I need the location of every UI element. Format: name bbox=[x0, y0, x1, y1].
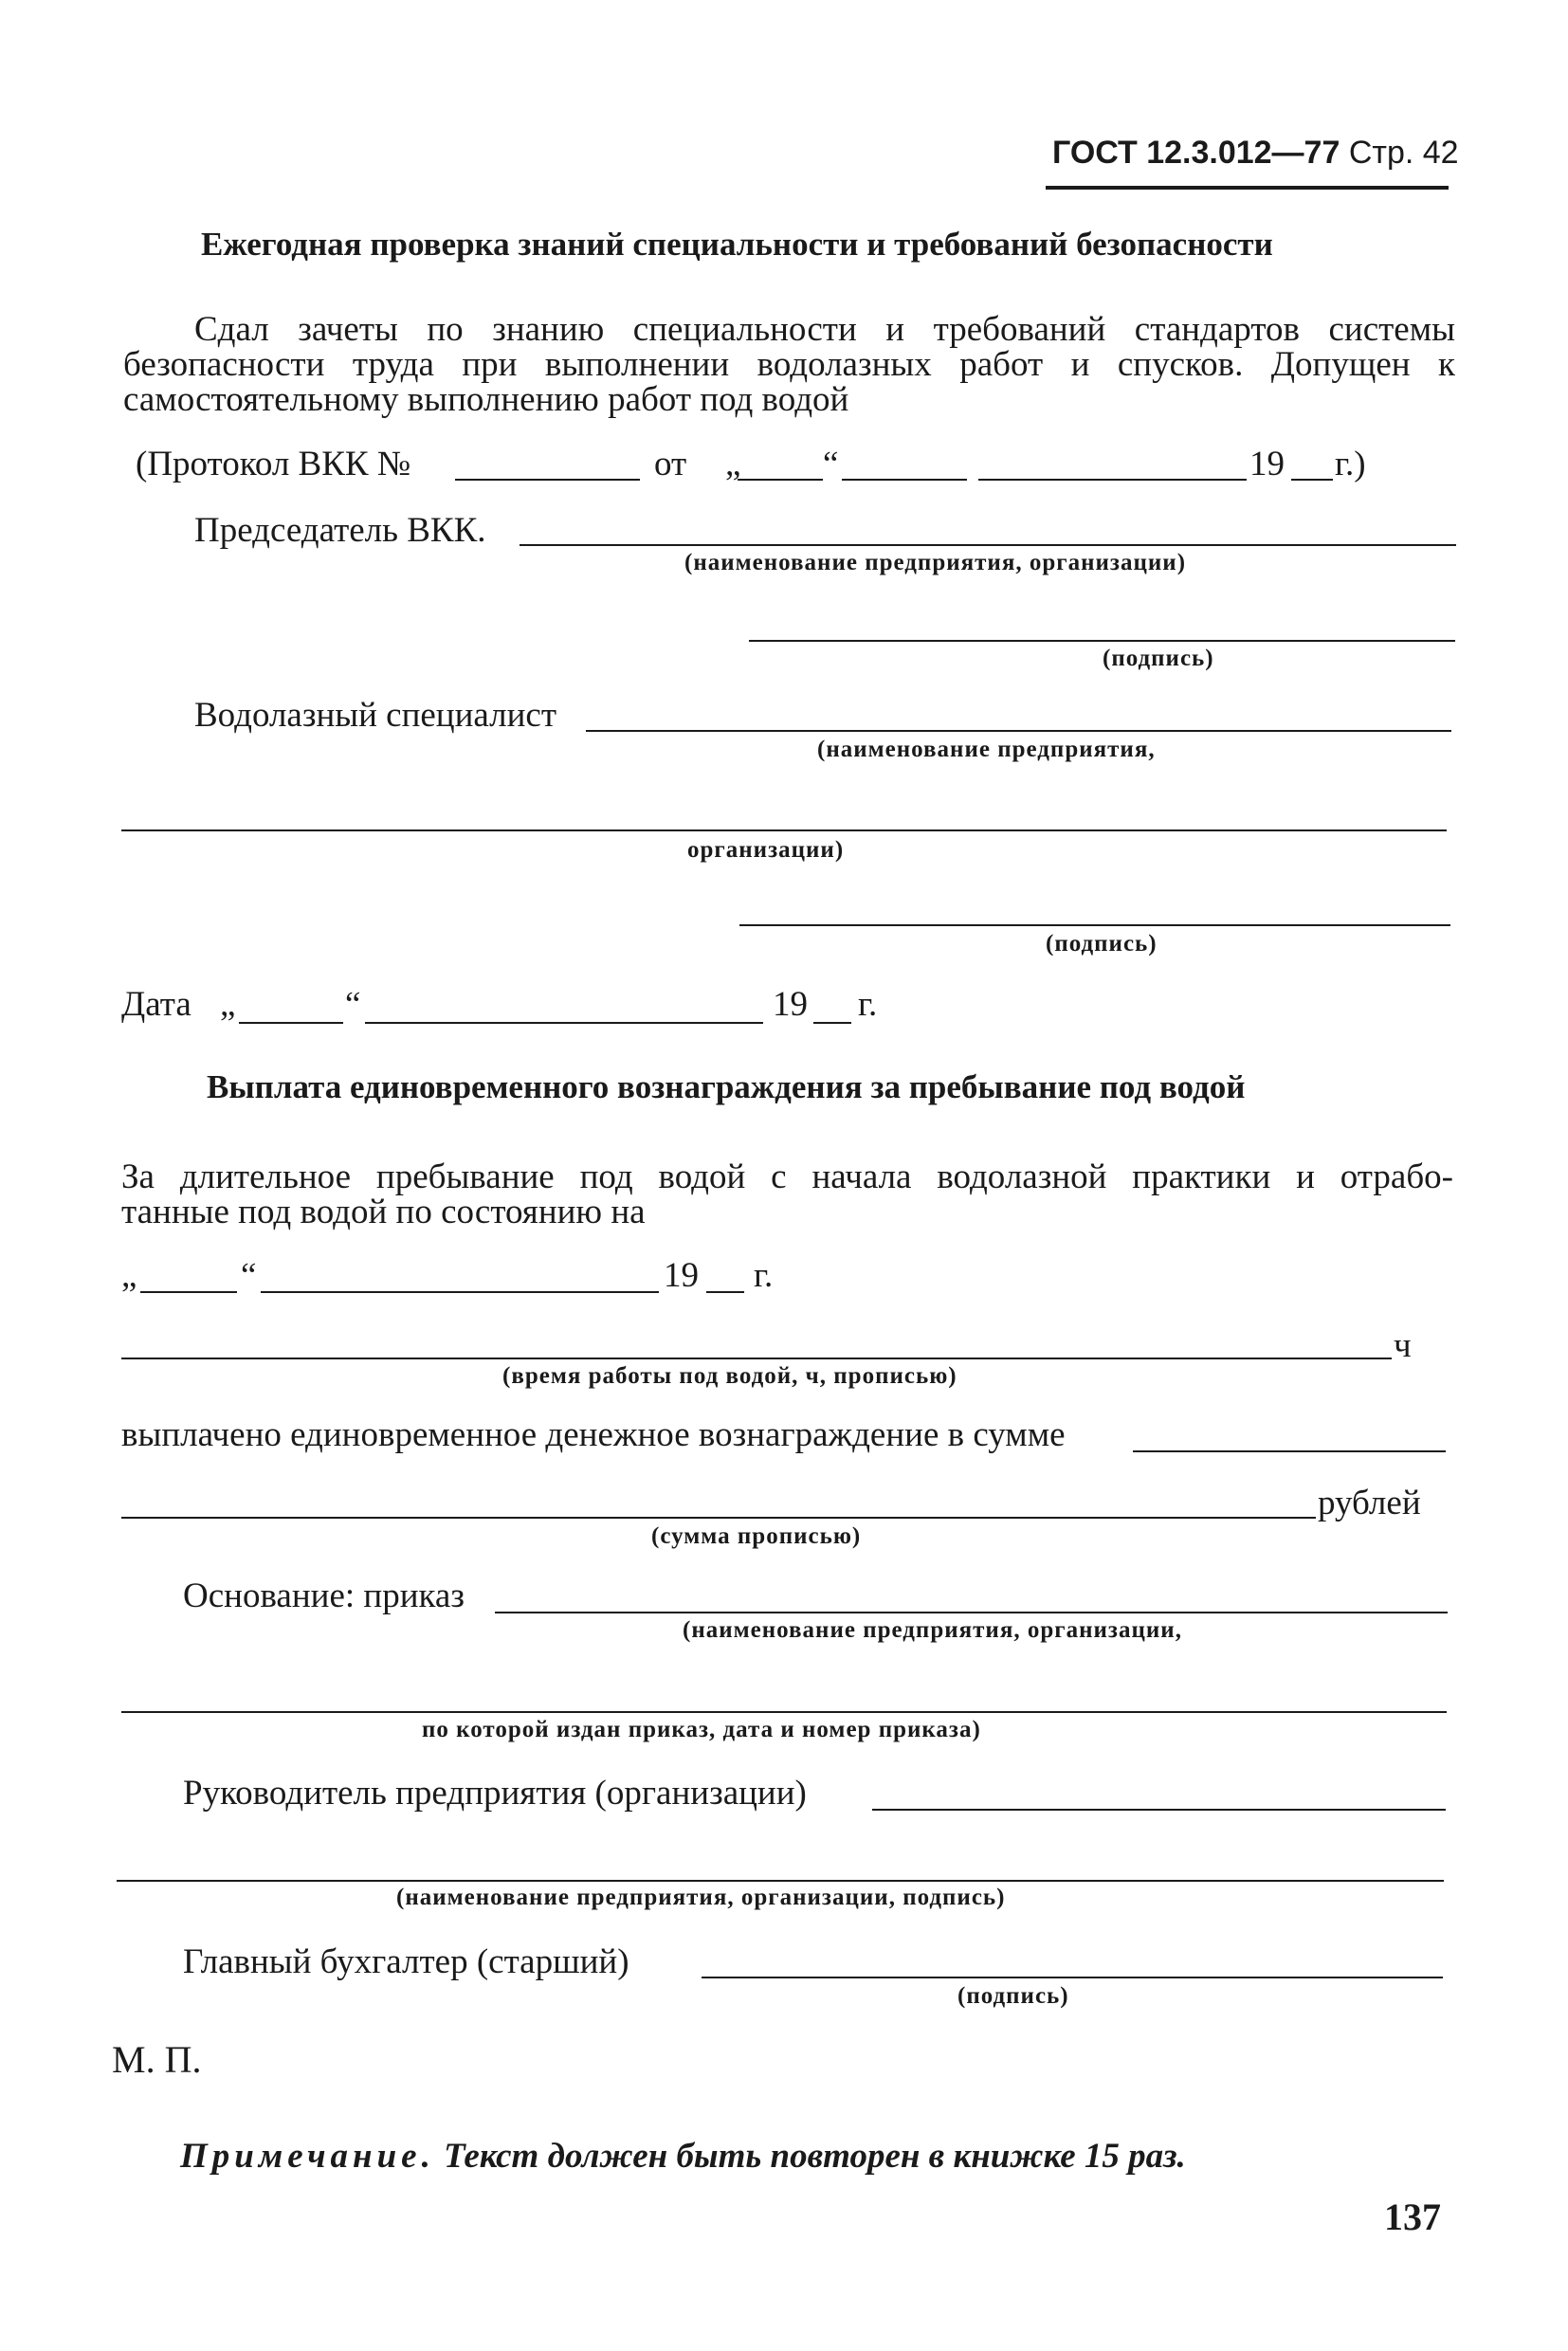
diver-organization-field[interactable] bbox=[586, 730, 1451, 732]
paragraph-line: танные под водой по состоянию на bbox=[121, 1193, 646, 1231]
protocol-number-field[interactable] bbox=[455, 479, 640, 481]
chairman-organization-field[interactable] bbox=[520, 544, 1456, 546]
paid-amount-field[interactable] bbox=[1133, 1450, 1446, 1452]
hours-field[interactable] bbox=[121, 1358, 1392, 1359]
head-organization-field[interactable] bbox=[117, 1880, 1444, 1882]
chairman-label: Председатель ВКК. bbox=[194, 511, 486, 550]
signature-caption: (подпись) bbox=[1103, 646, 1214, 671]
reward-date-year-field[interactable] bbox=[706, 1291, 744, 1293]
protocol-month-field[interactable] bbox=[842, 479, 967, 481]
quote-close: “ bbox=[345, 985, 361, 1024]
basis-order-field-2[interactable] bbox=[121, 1711, 1447, 1713]
diver-specialist-label: Водолазный специалист bbox=[194, 696, 557, 735]
chairman-signature-field[interactable] bbox=[749, 640, 1455, 642]
reward-date-year-suffix: г. bbox=[754, 1256, 774, 1295]
protocol-month-field-2[interactable] bbox=[978, 479, 1247, 481]
sum-words-field[interactable] bbox=[121, 1517, 1316, 1519]
paragraph-line: безопасности труда при выполнении водолазных работ и спусков. Допущен к bbox=[123, 345, 1455, 384]
basis-label: Основание: приказ bbox=[183, 1576, 465, 1615]
standard-number: ГОСТ 12.3.012—77 bbox=[1052, 135, 1340, 171]
paid-label: выплачено единовременное денежное вознаграждение в сумме bbox=[121, 1415, 1066, 1454]
basis-order-field[interactable] bbox=[495, 1612, 1448, 1613]
date-month-field[interactable] bbox=[365, 1022, 763, 1024]
accountant-caption: (подпись) bbox=[957, 1983, 1069, 2009]
head-name-field[interactable] bbox=[872, 1809, 1446, 1811]
page-label: Стр. 42 bbox=[1348, 135, 1459, 171]
stamp-place-label: М. П. bbox=[112, 2038, 202, 2081]
diver-organization-field-2[interactable] bbox=[121, 829, 1447, 831]
chairman-caption: (наименование предприятия, организации) bbox=[684, 550, 1187, 575]
sum-caption: (сумма прописью) bbox=[651, 1523, 862, 1549]
diver-caption-line2: организации) bbox=[687, 837, 845, 863]
hours-unit: ч bbox=[1394, 1326, 1412, 1365]
quote-close: “ bbox=[241, 1256, 257, 1295]
basis-caption-line1: (наименование предприятия, организации, bbox=[683, 1617, 1182, 1643]
header-rule bbox=[1046, 186, 1449, 190]
basis-caption-line2: по которой издан приказ, дата и номер приказа) bbox=[422, 1717, 981, 1742]
date-label: Дата bbox=[121, 985, 191, 1024]
accountant-label: Главный бухгалтер (старший) bbox=[183, 1942, 629, 1981]
date-year-suffix: г. bbox=[858, 985, 878, 1024]
section-title-annual-check: Ежегодная проверка знаний специальности и требований безопасности bbox=[201, 226, 1273, 263]
date-year-prefix: 19 bbox=[773, 985, 808, 1024]
head-label: Руководитель предприятия (организации) bbox=[183, 1774, 807, 1813]
protocol-year-suffix: г.) bbox=[1335, 445, 1366, 483]
head-caption: (наименование предприятия, организации, подпись) bbox=[396, 1885, 1006, 1910]
section-title-reward: Выплата единовременного вознаграждения за пребывание под водой bbox=[207, 1068, 1246, 1105]
reward-date-day-field[interactable] bbox=[140, 1291, 237, 1293]
date-year-field[interactable] bbox=[813, 1022, 851, 1024]
quote-open: „ bbox=[725, 445, 741, 483]
reward-date-month-field[interactable] bbox=[261, 1291, 659, 1293]
note-label: Примечание. bbox=[180, 2137, 435, 2176]
date-day-field[interactable] bbox=[239, 1022, 343, 1024]
protocol-day-field[interactable] bbox=[738, 479, 823, 481]
diver-caption-line1: (наименование предприятия, bbox=[817, 737, 1156, 762]
quote-open: „ bbox=[121, 1256, 137, 1295]
paragraph-line: самостоятельному выполнению работ под водой bbox=[123, 380, 849, 419]
page-number: 137 bbox=[1384, 2196, 1441, 2238]
signature-caption: (подпись) bbox=[1046, 931, 1158, 957]
reward-date-year-prefix: 19 bbox=[664, 1256, 699, 1295]
protocol-ot-label: от bbox=[654, 445, 687, 483]
protocol-prefix: (Протокол ВКК № bbox=[136, 445, 411, 483]
note bbox=[180, 2136, 1186, 2177]
rubles-unit: рублей bbox=[1318, 1484, 1421, 1522]
paragraph-line: Сдал зачеты по знанию специальности и требований стандартов системы bbox=[194, 310, 1455, 349]
accountant-signature-field[interactable] bbox=[702, 1977, 1443, 1978]
paragraph-line: За длительное пребывание под водой с начала водолазной практики и отрабо- bbox=[121, 1157, 1453, 1196]
page-header bbox=[1052, 135, 1459, 172]
hours-caption: (время работы под водой, ч, прописью) bbox=[502, 1363, 957, 1389]
protocol-year-field[interactable] bbox=[1291, 479, 1333, 481]
protocol-year-prefix: 19 bbox=[1249, 445, 1285, 483]
quote-close: “ bbox=[823, 445, 839, 483]
quote-open: „ bbox=[220, 985, 236, 1024]
note-text: Текст должен быть повторен в книжке 15 раз. bbox=[444, 2137, 1186, 2176]
diver-signature-field[interactable] bbox=[739, 924, 1450, 926]
